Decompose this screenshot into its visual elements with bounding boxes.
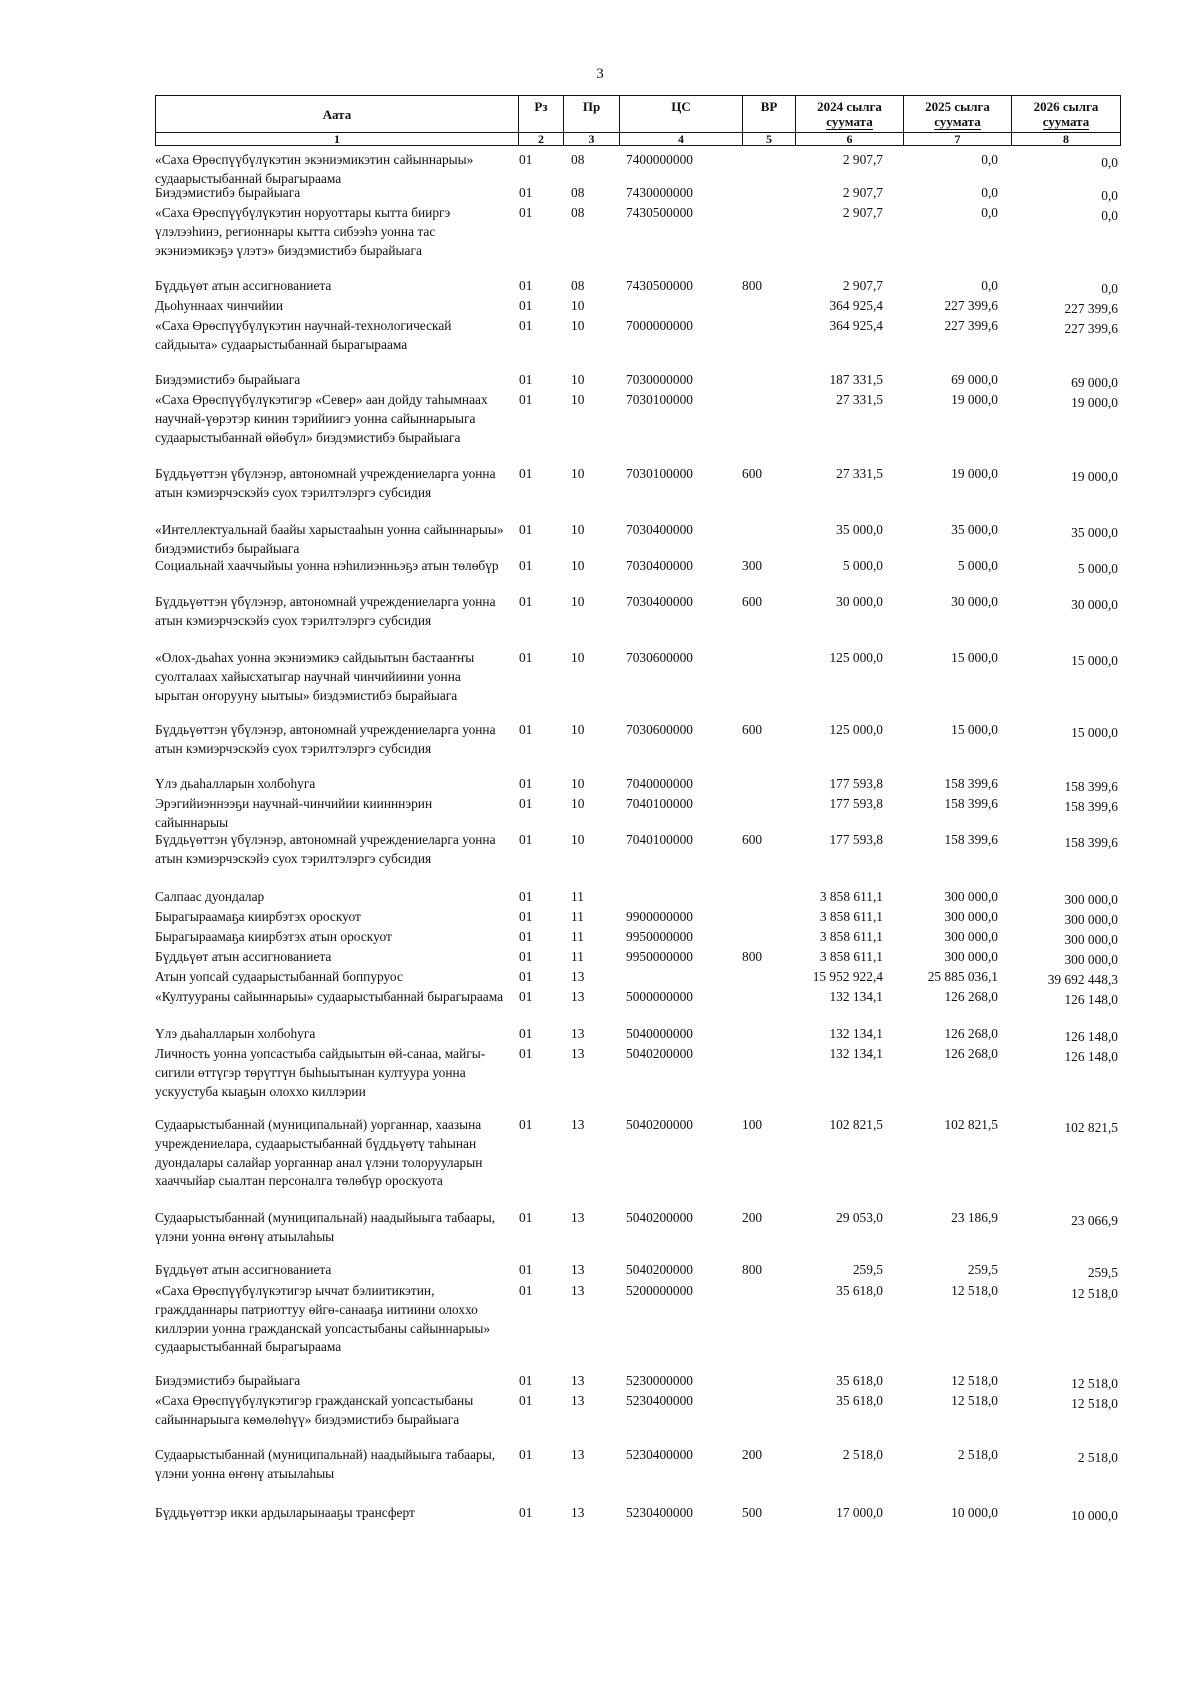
row-name: Судаарыстыбаннай (муниципальнай) наадыйыыга табаары, үлэни уонна өҥөнү атыылаһыы [155,1210,496,1244]
row-2025: 227 399,6 [944,318,998,333]
row-name: Личность уонна уопсастыба сайдыытын өй-санаа, майгы-сигили өттүгэр төрүттүн быһыытынан култуура уонна ускуустуба кыаҕын олоххо киллэрии [155,1046,486,1099]
row-rz: 01 [519,969,533,984]
row-pr: 13 [571,1026,585,1041]
row-name: Бүддьүөттэн үбүлэнэр, автономнай учреждениеларга уонна атын кэмиэрчэскэйэ суох тэрилтэлэргэ субсидия [155,594,496,628]
row-name: Эрэгийиэннээҕи научнай-чинчийии киинннэрин сайыннарыы [155,796,433,830]
row-rz: 01 [519,909,533,924]
row-rz: 01 [519,298,533,313]
row-2026: 0,0 [1101,281,1118,296]
header-name: Аата [156,96,519,133]
row-2024: 364 925,4 [829,298,883,313]
row-name: Бүддьүөттэн үбүлэнэр, автономнай учреждениеларга уонна атын кэмиэрчэскэйэ суох тэрилтэлэргэ субсидия [155,466,496,500]
row-pr: 13 [571,969,585,984]
row-2024: 102 821,5 [829,1117,883,1132]
row-2026: 227 399,6 [1064,321,1118,336]
row-2024: 125 000,0 [829,722,883,737]
row-2025: 300 000,0 [944,909,998,924]
row-2025: 227 399,6 [944,298,998,313]
row-2026: 12 518,0 [1071,1376,1118,1391]
row-2024: 2 907,7 [842,278,883,293]
row-name: Бүддьүөт атын ассигнованиета [155,278,332,293]
row-2024: 35 618,0 [836,1393,883,1408]
row-vr: 500 [742,1505,763,1520]
row-2026: 158 399,6 [1064,779,1118,794]
row-2025: 300 000,0 [944,929,998,944]
row-rz: 01 [519,1117,533,1132]
row-2025: 35 000,0 [951,522,998,537]
row-2026: 259,5 [1087,1265,1118,1280]
row-name: «Интеллектуальнай баайы харыстааһын уонна сайыннарыы» биэдэмистибэ бырайыага [155,522,504,556]
row-cs: 7030400000 [626,594,693,609]
row-2025: 102 821,5 [944,1117,998,1132]
header-rz: Рз [519,96,564,133]
row-cs: 7030400000 [626,522,693,537]
row-2025: 23 186,9 [951,1210,998,1225]
row-2025: 15 000,0 [951,650,998,665]
row-2026: 12 518,0 [1071,1396,1118,1411]
row-2026: 2 518,0 [1077,1450,1118,1465]
row-name: «Саха Өрөспүүбүлүкэтин экэниэмикэтин сайыннарыы» судаарыстыбаннай бырагыраама [155,152,474,186]
row-cs: 5230000000 [626,1373,693,1388]
row-2024: 27 331,5 [836,392,883,407]
row-name: Судаарыстыбаннай (муниципальнай) наадыйыыга табаары, үлэни уонна өҥөнү атыылаһыы [155,1447,496,1481]
row-pr: 13 [571,1283,585,1298]
row-rz: 01 [519,558,533,573]
row-2024: 3 858 611,1 [819,929,883,944]
row-pr: 08 [571,205,585,220]
col-number: 2 [519,133,564,146]
row-2025: 30 000,0 [951,594,998,609]
row-2025: 0,0 [981,152,998,167]
header-2026-line1: 2026 сылга [1033,99,1099,114]
row-cs: 5230400000 [626,1447,693,1462]
row-2026: 126 148,0 [1064,992,1118,1007]
row-cs: 7030000000 [626,372,693,387]
row-rz: 01 [519,392,533,407]
row-2024: 30 000,0 [836,594,883,609]
row-name: Дьоһуннаах чинчийии [155,298,284,313]
row-cs: 7030600000 [626,650,693,665]
row-name: «Саха Өрөспүүбүлүкэтигэр «Север» аан дойду таһымнаах научнай-үөрэтэр кинин тэрийиигэ уонна сайыннарыыга судаарыстыбаннай өйөбүл» биэдэмистибэ бырайыага [155,392,488,445]
row-2024: 177 593,8 [829,796,883,811]
row-name: Судаарыстыбаннай (муниципальнай) уорганнар, хаазына учреждениелара, судаарыстыбаннай бүддьүөтү таһынан дуондалары салайар уорганнар анал үлэни толорууларын хааччыйар сыалтан персоналга төлөбүр ороскуота [155,1117,483,1189]
row-name: Бырагыраамаҕа киирбэтэх атын ороскуот [155,929,392,944]
row-vr: 800 [742,1262,763,1277]
header-2025 [904,96,1012,133]
row-pr: 10 [571,776,585,791]
header-2026 [1012,96,1121,133]
row-name: Салпаас дуондалар [155,889,265,904]
row-2024: 27 331,5 [836,466,883,481]
row-rz: 01 [519,278,533,293]
row-2026: 15 000,0 [1071,653,1118,668]
row-2026: 158 399,6 [1064,835,1118,850]
row-2025: 300 000,0 [944,949,998,964]
row-name: Биэдэмистибэ бырайыага [155,372,301,387]
row-2025: 126 268,0 [944,989,998,1004]
row-pr: 13 [571,989,585,1004]
row-2024: 259,5 [852,1262,883,1277]
row-rz: 01 [519,372,533,387]
row-vr: 600 [742,466,763,481]
row-2024: 35 618,0 [836,1373,883,1388]
row-2024: 132 134,1 [829,1026,883,1041]
row-rz: 01 [519,466,533,481]
row-2026: 102 821,5 [1064,1120,1118,1135]
row-2025: 69 000,0 [951,372,998,387]
row-name: «Саха Өрөспүүбүлүкэтигэр ыччат бэлиитикэтин, граждданнары патриоттуу өйгө-санааҕа иитиини олоххо киллэрии уонна гражданскай уопсастыбаны сайыннарыы» судаарыстыбаннай бырагыраама [155,1283,491,1355]
row-2026: 69 000,0 [1071,375,1118,390]
row-2026: 10 000,0 [1071,1508,1118,1523]
row-2024: 125 000,0 [829,650,883,665]
row-name: Социальнай хааччыйыы уонна нэһилиэнньэҕэ атын төлөбүр [155,558,499,573]
row-2024: 3 858 611,1 [819,889,883,904]
page-number: 3 [596,66,604,82]
row-cs: 7000000000 [626,318,693,333]
row-rz: 01 [519,1026,533,1041]
row-rz: 01 [519,1393,533,1408]
row-cs: 7430500000 [626,278,693,293]
row-2025: 12 518,0 [951,1393,998,1408]
col-number: 4 [620,133,743,146]
row-cs: 7030100000 [626,392,693,407]
row-pr: 10 [571,522,585,537]
row-2025: 12 518,0 [951,1283,998,1298]
row-cs: 7430000000 [626,185,693,200]
row-pr: 13 [571,1373,585,1388]
row-cs: 9950000000 [626,929,693,944]
header-2024 [796,96,904,133]
row-vr: 300 [742,558,763,573]
row-2024: 2 907,7 [842,185,883,200]
table-body [0,151,1200,1691]
row-2024: 15 952 922,4 [812,969,883,984]
row-2026: 35 000,0 [1071,525,1118,540]
header-2024-line2: суумата [826,114,873,129]
header-2026-line2: суумата [1042,114,1090,129]
col-number: 8 [1012,133,1121,146]
header-vr: ВР [743,96,796,133]
row-2026: 0,0 [1101,188,1118,203]
row-2026: 23 066,9 [1071,1213,1118,1228]
row-2026: 19 000,0 [1071,469,1118,484]
row-vr: 200 [742,1210,763,1225]
row-vr: 800 [742,949,763,964]
header-cs: ЦС [620,96,743,133]
row-pr: 11 [571,889,584,904]
row-2025: 5 000,0 [957,558,998,573]
row-pr: 10 [571,318,585,333]
col-number: 1 [156,133,519,146]
row-2024: 187 331,5 [829,372,883,387]
row-cs: 5000000000 [626,989,693,1004]
row-cs: 5040200000 [626,1262,693,1277]
row-2025: 158 399,6 [944,776,998,791]
row-cs: 5040200000 [626,1210,693,1225]
row-pr: 10 [571,298,585,313]
row-2025: 19 000,0 [951,392,998,407]
row-rz: 01 [519,1046,533,1061]
row-pr: 10 [571,594,585,609]
row-2026: 0,0 [1101,208,1118,223]
row-2024: 35 618,0 [836,1283,883,1298]
row-rz: 01 [519,1505,533,1520]
row-cs: 5230400000 [626,1393,693,1408]
row-2024: 177 593,8 [829,832,883,847]
row-rz: 01 [519,1373,533,1388]
row-pr: 10 [571,796,585,811]
header-2025-line2: суумата [934,114,981,129]
row-2025: 15 000,0 [951,722,998,737]
row-pr: 11 [571,949,584,964]
row-pr: 13 [571,1262,585,1277]
row-rz: 01 [519,650,533,665]
row-pr: 10 [571,372,585,387]
row-rz: 01 [519,185,533,200]
row-pr: 13 [571,1505,585,1520]
row-2026: 19 000,0 [1071,395,1118,410]
row-name: Бүддьүөт атын ассигнованиета [155,949,332,964]
col-number: 6 [796,133,904,146]
row-rz: 01 [519,889,533,904]
row-vr: 800 [742,278,763,293]
row-pr: 10 [571,832,585,847]
row-cs: 7040000000 [626,776,693,791]
row-2024: 3 858 611,1 [819,909,883,924]
row-rz: 01 [519,1447,533,1462]
row-2024: 17 000,0 [836,1505,883,1520]
row-2026: 126 148,0 [1064,1029,1118,1044]
row-rz: 01 [519,1210,533,1225]
row-rz: 01 [519,989,533,1004]
row-2025: 259,5 [967,1262,998,1277]
col-number: 5 [743,133,796,146]
row-name: Бүддьүөттэн үбүлэнэр, автономнай учреждениеларга уонна атын кэмиэрчэскэйэ суох тэрилтэлэргэ субсидия [155,832,496,866]
table-header [155,95,1121,146]
row-vr: 600 [742,594,763,609]
row-rz: 01 [519,722,533,737]
row-rz: 01 [519,205,533,220]
row-pr: 13 [571,1046,585,1061]
row-2025: 158 399,6 [944,832,998,847]
row-rz: 01 [519,522,533,537]
row-2026: 39 692 448,3 [1047,972,1118,987]
row-cs: 5200000000 [626,1283,693,1298]
row-cs: 7030400000 [626,558,693,573]
row-2025: 19 000,0 [951,466,998,481]
row-2025: 300 000,0 [944,889,998,904]
row-name: «Саха Өрөспүүбүлүкэтигэр гражданскай уопсастыбаны сайыннарыыга көмөлөһүү» биэдэмистибэ бырайыага [155,1393,474,1427]
row-2026: 126 148,0 [1064,1049,1118,1064]
row-name: Биэдэмистибэ бырайыага [155,1373,301,1388]
row-2026: 15 000,0 [1071,725,1118,740]
row-rz: 01 [519,832,533,847]
row-rz: 01 [519,949,533,964]
row-cs: 7040100000 [626,796,693,811]
row-2024: 5 000,0 [842,558,883,573]
row-2025: 126 268,0 [944,1046,998,1061]
row-2025: 0,0 [981,205,998,220]
row-cs: 5230400000 [626,1505,693,1520]
row-cs: 7030600000 [626,722,693,737]
row-2026: 300 000,0 [1064,892,1118,907]
row-2025: 12 518,0 [951,1373,998,1388]
row-cs: 7400000000 [626,152,693,167]
header-2025-line1: 2025 сылга [925,99,990,114]
row-cs: 5040000000 [626,1026,693,1041]
row-rz: 01 [519,929,533,944]
row-name: Бүддьүөттэн үбүлэнэр, автономнай учреждениеларга уонна атын кэмиэрчэскэйэ суох тэрилтэлэргэ субсидия [155,722,496,756]
row-2024: 3 858 611,1 [819,949,883,964]
row-2026: 12 518,0 [1071,1286,1118,1301]
row-2026: 0,0 [1101,155,1118,170]
row-2026: 300 000,0 [1064,932,1118,947]
row-cs: 5040200000 [626,1046,693,1061]
row-pr: 08 [571,185,585,200]
row-2025: 10 000,0 [951,1505,998,1520]
header-2024-line1: 2024 сылга [817,99,882,114]
row-name: Үлэ дьаһалларын холбоһуга [155,1026,316,1041]
row-rz: 01 [519,796,533,811]
row-cs: 7040100000 [626,832,693,847]
row-rz: 01 [519,318,533,333]
row-pr: 10 [571,392,585,407]
row-name: Биэдэмистибэ бырайыага [155,185,301,200]
row-2024: 2 518,0 [842,1447,883,1462]
row-2025: 2 518,0 [957,1447,998,1462]
row-name: «Култуураны сайыннарыы» судаарыстыбаннай бырагыраама [155,989,504,1004]
row-pr: 11 [571,909,584,924]
header-pr: Пр [564,96,620,133]
row-vr: 600 [742,722,763,737]
row-cs: 7030100000 [626,466,693,481]
row-cs: 7430500000 [626,205,693,220]
row-2024: 132 134,1 [829,1046,883,1061]
row-pr: 10 [571,466,585,481]
row-vr: 200 [742,1447,763,1462]
row-rz: 01 [519,594,533,609]
row-vr: 100 [742,1117,763,1132]
row-pr: 13 [571,1210,585,1225]
col-number: 7 [904,133,1012,146]
row-name: Бырагыраамаҕа киирбэтэх ороскуот [155,909,361,924]
row-2026: 30 000,0 [1071,597,1118,612]
row-pr: 10 [571,558,585,573]
row-cs: 5040200000 [626,1117,693,1132]
row-pr: 13 [571,1117,585,1132]
row-2024: 2 907,7 [842,205,883,220]
row-pr: 08 [571,278,585,293]
row-vr: 600 [742,832,763,847]
row-2026: 300 000,0 [1064,952,1118,967]
row-2026: 300 000,0 [1064,912,1118,927]
row-name: Үлэ дьаһалларын холбоһуга [155,776,316,791]
row-2025: 158 399,6 [944,796,998,811]
row-name: Атын уопсай судаарыстыбаннай боппуруос [155,969,403,984]
row-2024: 364 925,4 [829,318,883,333]
row-pr: 13 [571,1393,585,1408]
row-pr: 10 [571,650,585,665]
row-rz: 01 [519,1283,533,1298]
row-2025: 0,0 [981,278,998,293]
row-pr: 13 [571,1447,585,1462]
row-rz: 01 [519,776,533,791]
row-name: «Олох-дьаһах уонна экэниэмикэ сайдыытын бастааҥҥы суолталаах хайысхатыгар научнай чинчийиини уонна ырытан оҥорууну ыытыы» биэдэмистибэ бырайыага [155,650,475,703]
row-2026: 158 399,6 [1064,799,1118,814]
row-2024: 2 907,7 [842,152,883,167]
row-2026: 227 399,6 [1064,301,1118,316]
row-2025: 126 268,0 [944,1026,998,1041]
row-cs: 9900000000 [626,909,693,924]
row-rz: 01 [519,152,533,167]
row-name: Бүддьүөт атын ассигнованиета [155,1262,332,1277]
row-2026: 5 000,0 [1077,561,1118,576]
row-name: Бүддьүөттэр икки ардыларынааҕы трансферт [155,1505,415,1520]
row-rz: 01 [519,1262,533,1277]
row-pr: 10 [571,722,585,737]
row-2024: 29 053,0 [836,1210,883,1225]
col-number: 3 [564,133,620,146]
row-2025: 25 885 036,1 [927,969,998,984]
row-2024: 132 134,1 [829,989,883,1004]
row-2025: 0,0 [981,185,998,200]
row-name: «Саха Өрөспүүбүлүкэтин норуоттары кытта бииргэ үлэлээһинэ, регионнары кытта сибээһэ уонна тас экэниэмикэҕэ үлэтэ» биэдэмистибэ бырайыага [155,205,451,258]
row-cs: 9950000000 [626,949,693,964]
row-2024: 35 000,0 [836,522,883,537]
row-pr: 08 [571,152,585,167]
row-2024: 177 593,8 [829,776,883,791]
row-pr: 11 [571,929,584,944]
row-name: «Саха Өрөспүүбүлүкэтин научнай-технологическай сайдыыта» судаарыстыбаннай бырагыраама [155,318,452,352]
